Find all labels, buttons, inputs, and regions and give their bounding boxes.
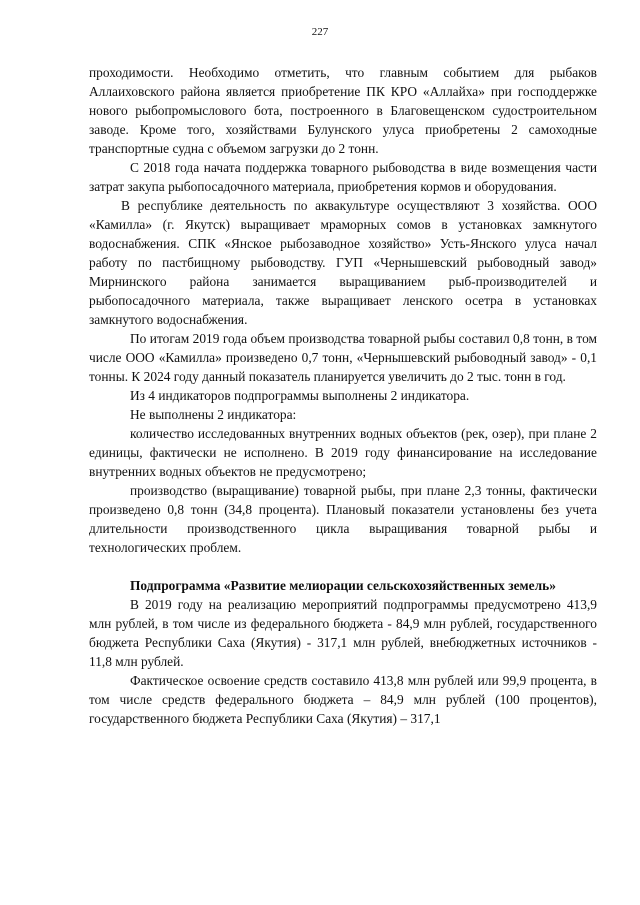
paragraph-continuation: проходимости. Необходимо отметить, что главным событием для рыбаков Аллаиховского района является приобретение ПК КРО «Аллайха» при господдержке нового рыбопромыслового бота, построенного в Благовещенском судостроительном заводе. Кроме того, хозяйствами Булунского улуса приобретены 2 самоходные транспортные судна с объемом загрузки до 2 тонн. [89, 65, 597, 156]
subprogram-heading: Подпрограмма «Развитие мелиорации сельскохозяйственных земель» [130, 578, 556, 593]
paragraph-indicator-fish-production: производство (выращивание) товарной рыбы, при плане 2,3 тонны, фактически произведено 0,8 тонн (34,8 процента). Плановый показатели установлены без учета длительности производственного цикла выращивания товарной рыбы и технологических проблем. [89, 483, 597, 555]
paragraph-indicator-water-bodies: количество исследованных внутренних водных объектов (рек, озер), при плане 2 единицы, фактически не исполнено. В 2019 году финансирование на исследование внутренних водных объектов не предусмотрено; [89, 426, 597, 479]
paragraph-actual-spending: Фактическое освоение средств составило 413,8 млн рублей или 99,9 процента, в том числе средств федерального бюджета – 84,9 млн рублей (100 процентов), государственного бюджета Республики Саха (Якутия) – 317,1 [89, 673, 597, 726]
paragraph-melioration-funding: В 2019 году на реализацию мероприятий подпрограммы предусмотрено 413,9 млн рублей, в том числе из федерального бюджета - 84,9 млн рублей, государственного бюджета Республики Саха (Якутия) - 317,1 млн рублей, внебюджетных источников - 11,8 млн рублей. [89, 597, 597, 669]
paragraph-production-results: По итогам 2019 года объем производства товарной рыбы составил 0,8 тонн, в том числе ООО «Камилла» произведено 0,7 тонн, «Чернышевский рыбоводный завод» - 0,1 тонны. К 2024 году данный показатель планируется увеличить до 2 тыс. тонн в год. [89, 331, 597, 384]
paragraph-fish-farming-support: С 2018 года начата поддержка товарного рыбоводства в виде возмещения части затрат закупа рыбопосадочного материала, приобретения кормов и оборудования. [89, 160, 597, 194]
paragraph-indicators-met: Из 4 индикаторов подпрограммы выполнены 2 индикатора. [130, 388, 470, 403]
page-number: 227 [311, 26, 329, 38]
paragraph-indicators-not-met: Не выполнены 2 индикатора: [130, 407, 297, 422]
document-body [89, 63, 597, 728]
paragraph-aquaculture: В республике деятельность по аквакультуре осуществляют 3 хозяйства. ООО «Камилла» (г. Якутск) выращивает мраморных сомов в установках замкнутого водоснабжения. СПК «Янское рыбозаводное хозяйство» Усть-Янского улуса начал работу по пастбищному рыбоводству. ГУП «Чернышевский рыбоводный завод» Мирнинского района занимается выращиванием рыб-производителей и рыбопосадочного материала, также выращивает ленского осетра в установках замкнутого водоснабжения. [89, 198, 597, 327]
